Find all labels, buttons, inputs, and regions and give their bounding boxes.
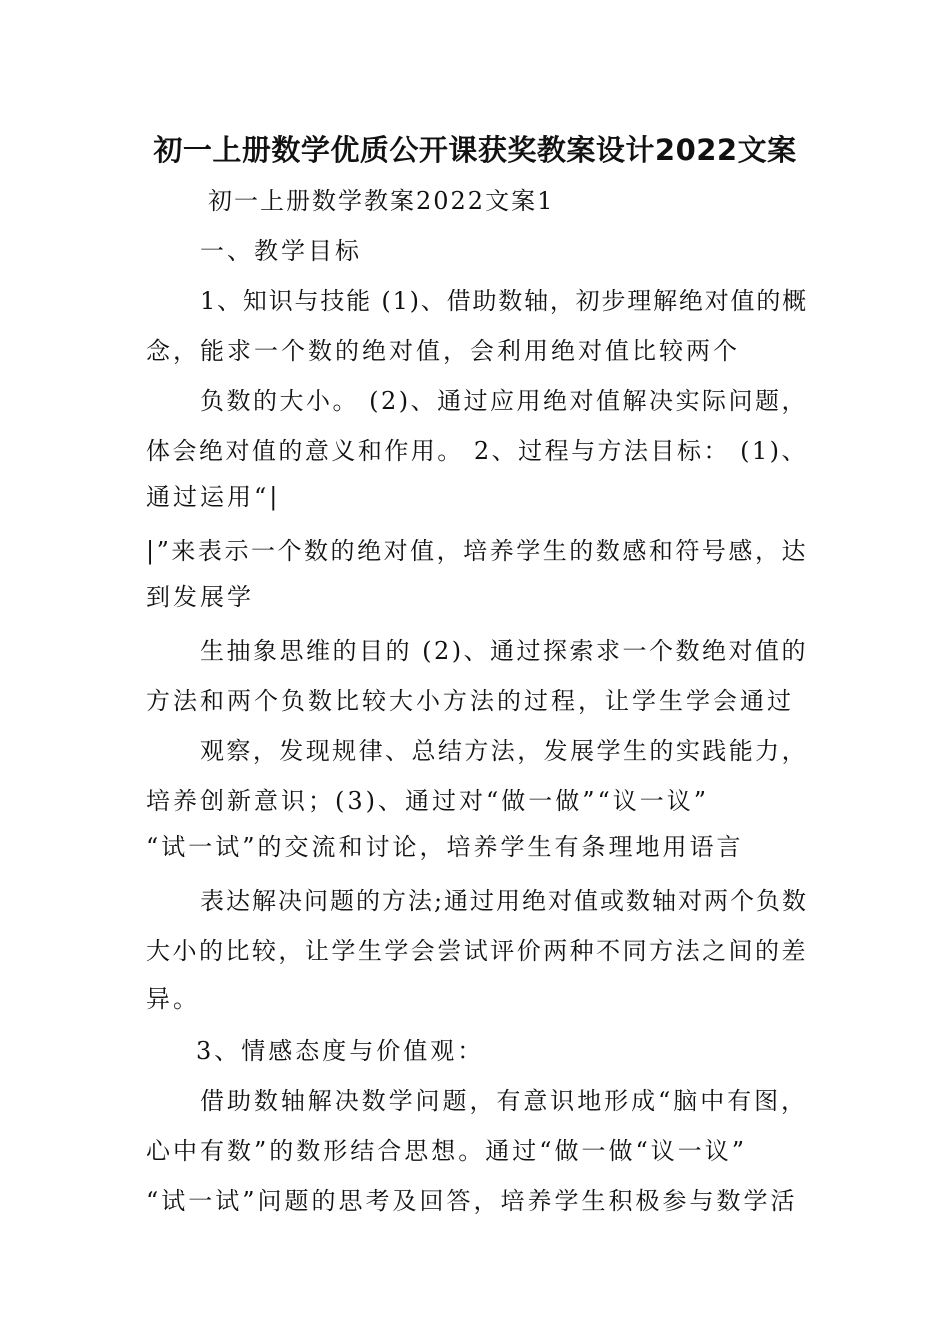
- document-subtitle: 初一上册数学教案2022文案1: [208, 187, 555, 215]
- paragraph-line: |”来表示一个数的绝对值，培养学生的数感和符号感，达: [146, 537, 808, 565]
- document-title: 初一上册数学优质公开课获奖教案设计2022文案: [153, 133, 797, 167]
- paragraph-line: 体会绝对值的意义和作用。 2、过程与方法目标： (1)、: [146, 437, 808, 465]
- paragraph-line: 异。: [146, 985, 200, 1013]
- paragraph-line: “试一试”的交流和讨论，培养学生有条理地用语言: [146, 833, 744, 861]
- paragraph-line: 念，能求一个数的绝对值，会利用绝对值比较两个: [146, 337, 740, 365]
- section-heading: 3、情感态度与价值观：: [196, 1037, 485, 1065]
- paragraph-line: 培养创新意识；(3)、通过对“做一做”“议一议”: [146, 787, 710, 815]
- paragraph-line: 到发展学: [146, 583, 254, 611]
- paragraph-line: 负数的大小。 (2)、通过应用绝对值解决实际问题，: [200, 387, 808, 415]
- paragraph-line: 方法和两个负数比较大小方法的过程，让学生学会通过: [146, 687, 794, 715]
- paragraph-line: 生抽象思维的目的 (2)、通过探索求一个数绝对值的: [200, 637, 808, 665]
- paragraph-line: 表达解决问题的方法;通过用绝对值或数轴对两个负数: [200, 887, 808, 915]
- paragraph-line: 通过运用“|: [146, 483, 281, 511]
- paragraph-line: 借助数轴解决数学问题，有意识地形成“脑中有图，: [200, 1087, 808, 1115]
- paragraph-line: 一、教学目标: [200, 237, 362, 265]
- paragraph-line: 1、知识与技能 (1)、借助数轴，初步理解绝对值的概: [200, 287, 808, 315]
- paragraph-line: 大小的比较，让学生学会尝试评价两种不同方法之间的差: [146, 937, 808, 965]
- paragraph-line: 观察，发现规律、总结方法，发展学生的实践能力，: [200, 737, 808, 765]
- paragraph-line: 心中有数”的数形结合思想。通过“做一做“议一议”: [146, 1137, 748, 1165]
- paragraph-line: “试一试”问题的思考及回答，培养学生积极参与数学活: [146, 1187, 798, 1215]
